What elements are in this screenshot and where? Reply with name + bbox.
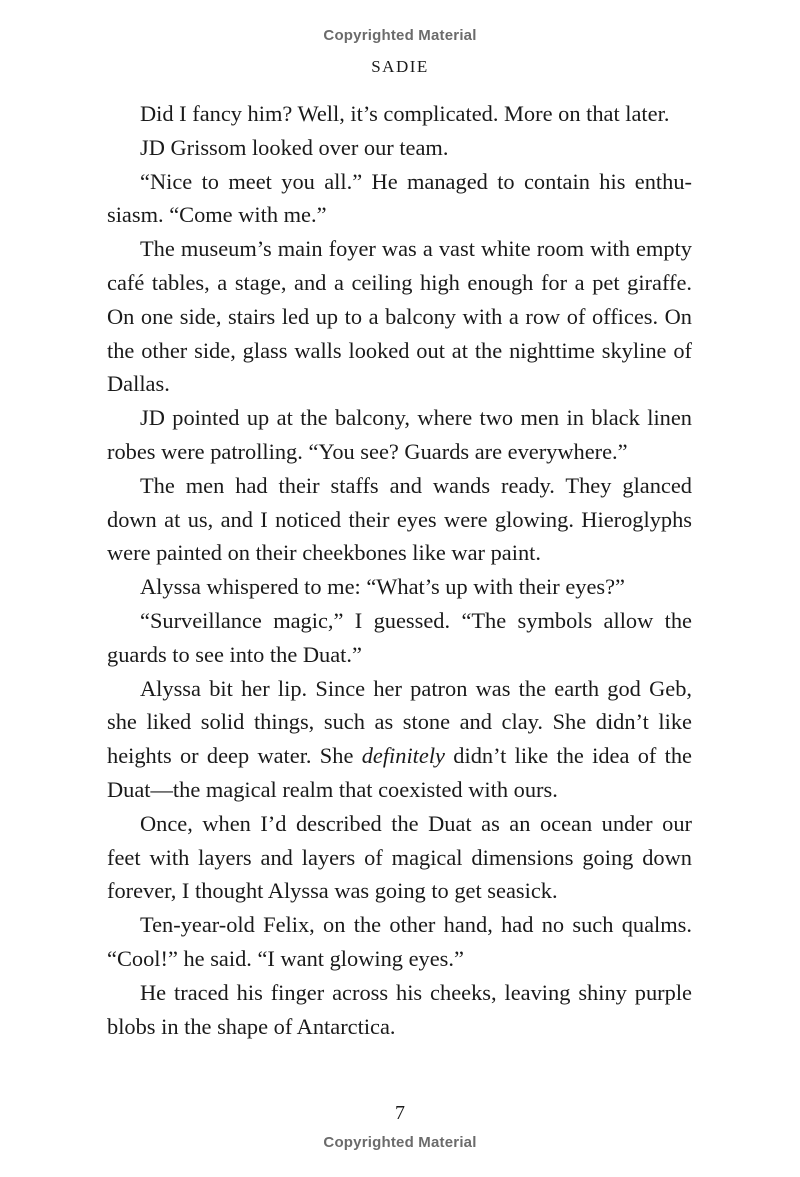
paragraph: JD pointed up at the balcony, where two men in black linen robes were patrolling. “You see? Guards are everywhere.” — [107, 405, 692, 464]
paragraph: The men had their staffs and wands ready. They glanced down at us, and I noticed their eyes were glowing. Hieroglyphs were painted on their cheekbones like war paint. — [107, 472, 692, 566]
paragraph: The museum’s main foyer was a vast white room with empty café tables, a stage, and a ceiling high enough for a pet giraffe. On one side, stairs led up to a balcony with a row of offices. On the other side, glass walls looked out at the nighttime skyline of Dallas. — [107, 236, 692, 397]
paragraph: He traced his finger across his cheeks, leaving shiny purple blobs in the shape of Antarctica. — [107, 979, 692, 1039]
page-number: 7 — [395, 1102, 405, 1124]
paragraph: Did I fancy him? Well, it’s complicated. More on that later. — [140, 101, 670, 126]
paragraph: “Nice to meet you all.” He managed to contain his enthusiasm. “Come with me.” — [107, 168, 692, 228]
paragraph: Once, when I’d described the Duat as an ocean under our feet with layers and layers of magical dimensions going down forever, I thought Alyssa was going to get seasick. — [107, 810, 692, 904]
paragraph: JD Grissom looked over our team. — [140, 134, 449, 160]
running-head: SADIE — [371, 57, 429, 76]
paragraph — [107, 672, 692, 807]
paragraph: “Surveillance magic,” I guessed. “The symbols allow the guards to see into the Duat.” — [107, 607, 692, 667]
copyright-watermark-top: Copyrighted Material — [323, 27, 477, 44]
paragraph: Alyssa whispered to me: “What’s up with their eyes?” — [140, 574, 625, 600]
paragraph: Ten-year-old Felix, on the other hand, had no such qualms. “Cool!” he said. “I want glowing eyes.” — [107, 912, 692, 971]
emphasized-word: definitely — [361, 743, 445, 769]
body-text — [107, 97, 692, 1043]
copyright-watermark-bottom: Copyrighted Material — [323, 1134, 477, 1151]
paragraph-text: didn’t like the idea of the Duat—the magical realm that coexisted with ours. — [107, 743, 692, 802]
paragraph-text: Alyssa bit her lip. Since her patron was the earth god Geb, she liked solid things, such as stone and clay. She didn’t like heights or deep water. She — [107, 675, 692, 769]
